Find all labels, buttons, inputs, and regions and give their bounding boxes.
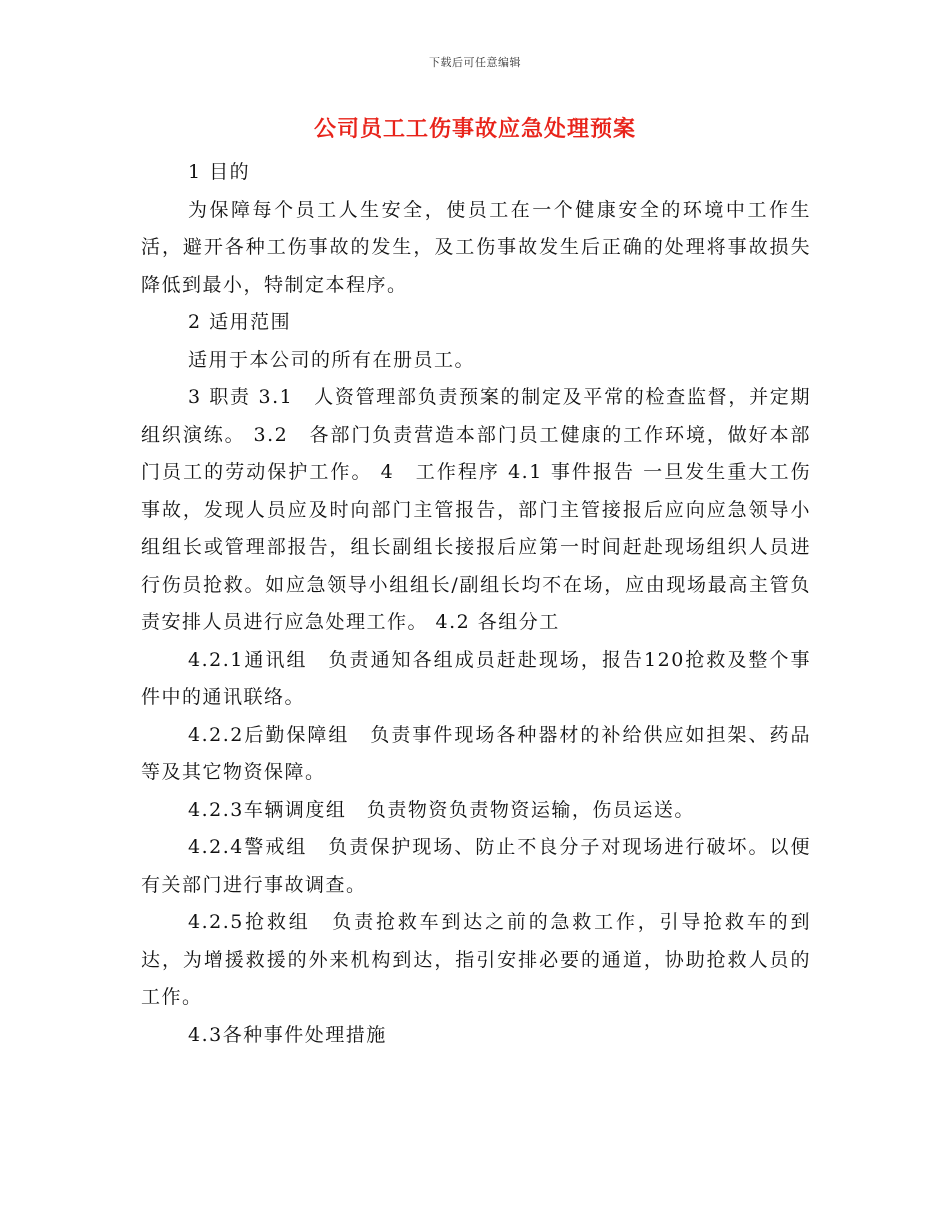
- paragraph-scope: 适用于本公司的所有在册员工。: [188, 348, 476, 371]
- paragraph-responsibilities: 3 职责 3.1 人资管理部负责预案的制定及平常的检查监督，并定期组织演练。 3.2 各部门负责营造本部门员工健康的工作环境，做好本部门员工的劳动保护工作。 4 工作程序 4.1 事件报告 一旦发生重大工伤事故，发现人员应及时向部门主管报告，部门主管接报后应向应急领导小组组长或管理部报告，组长副组长接报后应第一时间赶赴现场组织人员进行伤员抢救。如应急领导小组组长/副组长均不在场，应由现场最高主管负责安排人员进行应急处理工作。 4.2 各组分工: [141, 386, 811, 633]
- section-heading-purpose: 1 目的: [188, 161, 251, 183]
- paragraph-communication-group: 4.2.1通讯组 负责通知各组成员赶赴现场，报告120抢救及整个事件中的通讯联络。: [141, 648, 811, 708]
- paragraph-security-group: 4.2.4警戒组 负责保护现场、防止不良分子对现场进行破坏。以便有关部门进行事故调查。: [141, 836, 811, 896]
- paragraph-rescue-group: 4.2.5抢救组 负责抢救车到达之前的急救工作，引导抢救车的到达，为增援救援的外来机构到达，指引安排必要的通道，协助抢救人员的工作。: [141, 911, 811, 1008]
- section-heading-scope: 2 适用范围: [188, 311, 292, 333]
- paragraph-logistics-group: 4.2.2后勤保障组 负责事件现场各种器材的补给供应如担架、药品等及其它物资保障。: [141, 723, 811, 783]
- section-heading-measures: 4.3各种事件处理措施: [188, 1023, 387, 1046]
- paragraph-purpose: 为保障每个员工人生安全，使员工在一个健康安全的环境中工作生活，避开各种工伤事故的发生，及工伤事故发生后正确的处理将事故损失降低到最小，特制定本程序。: [141, 198, 811, 296]
- document-title: 公司员工工伤事故应急处理预案: [313, 117, 636, 142]
- document-body: [141, 154, 811, 1054]
- paragraph-vehicle-group: 4.2.3车辆调度组 负责物资负责物资运输，伤员运送。: [188, 798, 695, 821]
- header-note: 下载后可任意编辑: [429, 56, 521, 69]
